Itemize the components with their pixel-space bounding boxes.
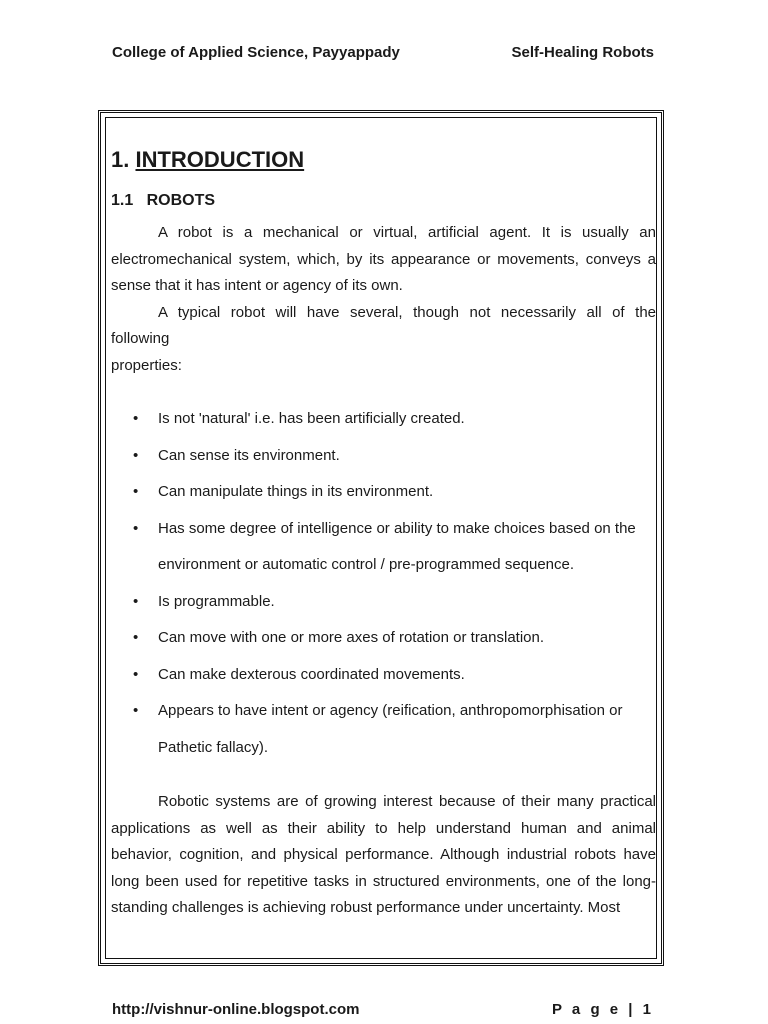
section-title: INTRODUCTION bbox=[135, 147, 305, 172]
subsection-heading bbox=[111, 190, 656, 212]
list-item bbox=[111, 479, 656, 506]
footer-url: http://vishnur-online.blogspot.com bbox=[112, 1001, 360, 1018]
header-institution: College of Applied Science, Payyappady bbox=[112, 44, 400, 61]
bullet-icon: • bbox=[133, 592, 139, 610]
header-document-title: Self-Healing Robots bbox=[511, 44, 654, 61]
bullet-icon: • bbox=[133, 702, 139, 719]
list-item-text: Has some degree of intelligence or ability to make choices based on the bbox=[158, 519, 636, 537]
list-item-continuation: Pathetic fallacy). bbox=[158, 738, 269, 756]
properties-intro-line: A typical robot will have several, though not necessarily all of the bbox=[158, 303, 656, 321]
list-item bbox=[111, 662, 656, 689]
subsection-number: 1.1 bbox=[111, 192, 134, 209]
list-item-text: Can move with one or more axes of rotation or translation. bbox=[158, 629, 545, 646]
list-item bbox=[111, 443, 656, 470]
list-item-text: Is programmable. bbox=[158, 592, 275, 610]
bullet-icon: • bbox=[133, 483, 139, 500]
list-item-continuation: environment or automatic control / pre-programmed sequence. bbox=[158, 556, 575, 573]
list-item bbox=[111, 406, 656, 433]
bullet-icon: • bbox=[133, 446, 139, 464]
list-item-text: Is not 'natural' i.e. has been artificially created. bbox=[158, 410, 465, 427]
properties-intro-label: properties: bbox=[111, 356, 182, 374]
bullet-icon: • bbox=[133, 410, 139, 427]
closing-paragraph: Robotic systems are of growing interest because of their many practical applications as well as their ability to help understand human and animal behavior, cognition, and physical performance. Although industrial robots have long been used for repetitive tasks in structured environments, one of the long-standing challenges is achieving robust performance under uncertainty. Most bbox=[111, 793, 656, 916]
intro-paragraph: A robot is a mechanical or virtual, artificial agent. It is usually an electromechanical system, which, by its appearance or movements, conveys a sense that it has intent or agency of its own. bbox=[111, 224, 656, 294]
properties-intro-following: following bbox=[111, 330, 170, 347]
list-item-text: Appears to have intent or agency (reification, anthropomorphisation or bbox=[158, 702, 623, 719]
page-header bbox=[112, 44, 654, 61]
bullet-icon: • bbox=[133, 665, 139, 683]
bullet-icon: • bbox=[133, 519, 139, 537]
list-item bbox=[111, 589, 656, 616]
list-item bbox=[111, 516, 656, 579]
bullet-icon: • bbox=[133, 629, 139, 646]
list-item-text: Can sense its environment. bbox=[158, 446, 340, 464]
properties-list bbox=[111, 406, 656, 761]
list-item bbox=[111, 625, 656, 652]
subsection-title: ROBOTS bbox=[146, 192, 216, 209]
page-number: P a g e | 1 bbox=[552, 1001, 654, 1018]
list-item-text: Can manipulate things in its environment. bbox=[158, 483, 434, 500]
section-heading bbox=[111, 146, 656, 174]
page-content bbox=[111, 146, 656, 936]
page-footer bbox=[112, 1001, 654, 1018]
list-item bbox=[111, 698, 656, 761]
section-number: 1. bbox=[111, 147, 130, 172]
list-item-text: Can make dexterous coordinated movements. bbox=[158, 665, 465, 683]
